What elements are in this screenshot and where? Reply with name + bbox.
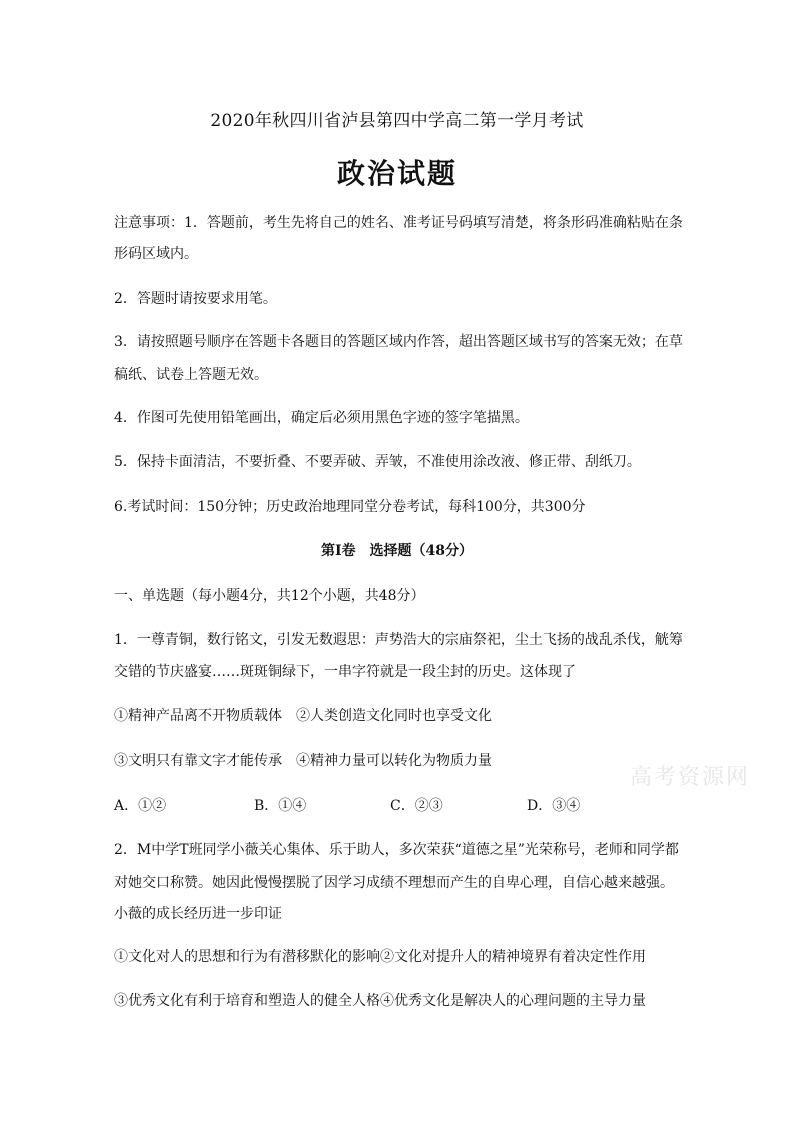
- q1-statements-1: ①精神产品离不开物质载体 ②人类创造文化同时也享受文化: [114, 708, 492, 724]
- note-line-1-cont: 形码区域内。: [114, 246, 198, 262]
- q1-option-b[interactable]: B．①④: [254, 798, 307, 814]
- q2-statements-2: ③优秀文化有利于培育和塑造人的健全人格④优秀文化是解决人的心理问题的主导力量: [114, 993, 646, 1009]
- q1-options: [114, 795, 684, 815]
- q1-option-d[interactable]: D．③④: [527, 798, 581, 814]
- note-line-5: 5．保持卡面清洁，不要折叠、不要弄破、弄皱，不准使用涂改液、修正带、刮纸刀。: [114, 454, 641, 470]
- note-line-1: 注意事项：1．答题前，考生先将自己的姓名、准考证号码填写清楚，将条形码准确粘贴在条: [114, 215, 683, 231]
- section-instruction: 一、单选题（每小题4分，共12个小题，共48分）: [114, 588, 425, 604]
- note-line-3: 3．请按照题号顺序在答题卡各题目的答题区域内作答，超出答题区域书写的答案无效；在草: [114, 334, 683, 350]
- section-heading: 第I卷 选择题（48分）: [320, 543, 474, 559]
- note-line-3-cont: 稿纸、试卷上答题无效。: [114, 367, 268, 383]
- exam-title: 2020年秋四川省泸县第四中学高二第一学月考试: [210, 111, 584, 131]
- note-line-4: 4．作图可先使用铅笔画出，确定后必须用黑色字迹的签字笔描黑。: [114, 410, 529, 426]
- q2-stem-line-1: 2．M中学T班同学小薇关心集体、乐于助人，多次荣获“道德之星”光荣称号，老师和同学都: [114, 842, 679, 858]
- subject-title: 政治试题: [336, 157, 457, 190]
- q2-stem-line-2: 对她交口称赞。她因此慢慢摆脱了因学习成绩不理想而产生的自卑心理，自信心越来越强。: [114, 875, 674, 891]
- q1-option-a[interactable]: A．①②: [114, 798, 167, 814]
- q1-option-c[interactable]: C．②③: [390, 798, 443, 814]
- note-line-6: 6.考试时间：150分钟；历史政治地理同堂分卷考试，每科100分，共300分: [114, 499, 586, 515]
- faint-watermark: 高考资源网: [630, 765, 751, 790]
- q2-stem-line-3: 小薇的成长经历进一步印证: [114, 906, 282, 922]
- note-line-2: 2．答题时请按要求用笔。: [114, 291, 277, 307]
- q1-statements-2: ③文明只有靠文字才能传承 ④精神力量可以转化为物质力量: [114, 753, 492, 769]
- q1-stem-line-2: 交错的节庆盛宴……斑斑铜绿下，一串字符就是一段尘封的历史。这体现了: [114, 664, 576, 680]
- q2-statements-1: ①文化对人的思想和行为有潜移默化的影响②文化对提升人的精神境界有着决定性作用: [114, 949, 646, 965]
- q1-stem-line-1: 1．一尊青铜，数行铭文，引发无数遐思：声势浩大的宗庙祭祀，尘土飞扬的战乱杀伐，觥筹: [114, 632, 683, 648]
